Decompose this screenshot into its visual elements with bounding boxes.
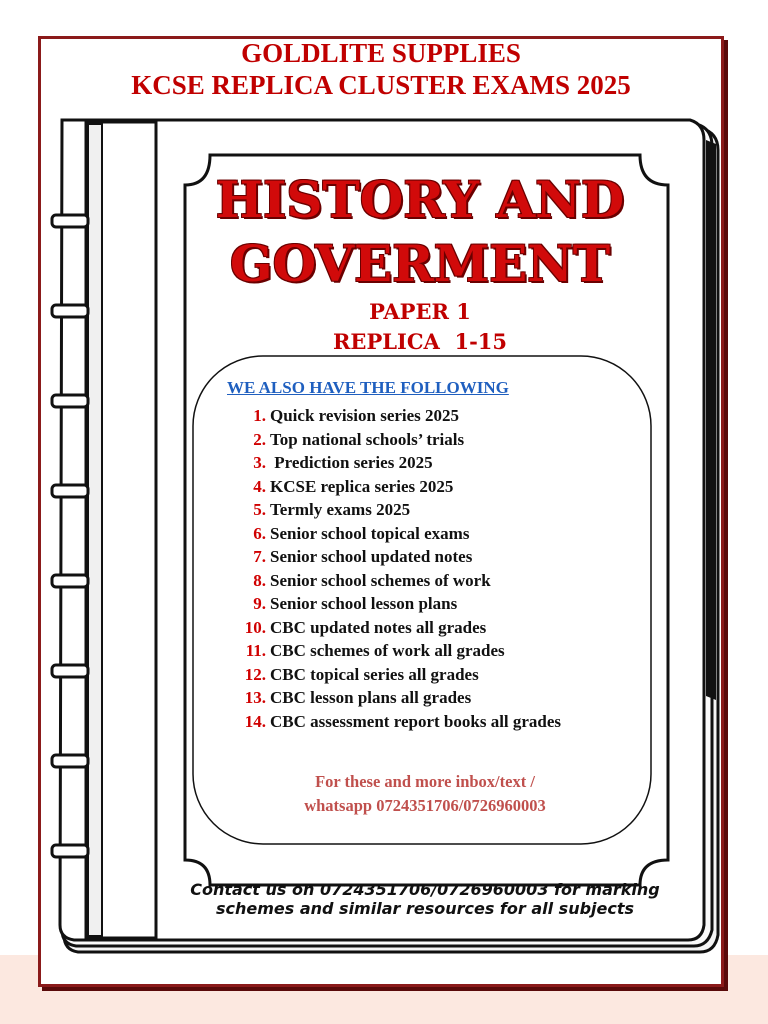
list-item-text: CBC schemes of work all grades <box>270 641 505 660</box>
list-item-number: 12. <box>244 664 266 684</box>
paper-number: PAPER 1 <box>369 299 471 324</box>
exam-series-title: KCSE REPLICA CLUSTER EXAMS 2025 <box>131 70 631 100</box>
page-edge <box>706 140 716 700</box>
list-item-number: 8. <box>253 570 266 590</box>
list-item-number: 11. <box>245 641 266 660</box>
list-item-text: Senior school lesson plans <box>270 594 458 613</box>
list-item <box>228 663 588 687</box>
offers-list <box>228 404 588 733</box>
company-name: GOLDLITE SUPPLIES <box>241 38 521 68</box>
ring <box>52 755 88 767</box>
list-item-text: Senior school schemes of work <box>270 570 491 590</box>
spine-strip <box>88 124 102 936</box>
list-item-text: Top national schools’ trials <box>270 429 465 449</box>
list-item <box>228 686 588 710</box>
list-item <box>228 428 588 452</box>
ring <box>52 665 88 677</box>
list-item <box>228 404 588 428</box>
list-item-number: 10. <box>244 617 266 637</box>
list-item-number: 1. <box>253 406 266 425</box>
list-item-text: Quick revision series 2025 <box>270 406 460 425</box>
list-item <box>228 498 588 522</box>
ring <box>52 215 88 227</box>
ring <box>52 575 88 587</box>
list-item-text: Senior school updated notes <box>270 547 473 566</box>
list-item <box>228 639 588 663</box>
list-item-text: CBC lesson plans all grades <box>270 688 472 707</box>
list-item-number: 5. <box>253 500 266 519</box>
list-item-number: 3. <box>253 453 266 472</box>
list-item <box>228 451 588 475</box>
list-item <box>228 475 588 499</box>
subject-title <box>185 168 655 296</box>
ring <box>52 395 88 407</box>
list-item-text: Termly exams 2025 <box>270 500 411 519</box>
list-item <box>228 522 588 546</box>
title-line-1: HISTORY AND <box>215 170 625 229</box>
list-item-number: 13. <box>244 688 266 707</box>
list-item-text: Prediction series 2025 <box>270 453 433 472</box>
footer-line-2: schemes and similar resources for all subjects <box>215 899 635 918</box>
list-item-text: KCSE replica series 2025 <box>270 476 454 496</box>
title-line-2: GOVERMENT <box>229 234 611 293</box>
footer-contact <box>150 880 700 918</box>
list-item-text: Senior school topical exams <box>270 523 470 543</box>
ring <box>52 845 88 857</box>
paper-info <box>185 297 655 357</box>
ring <box>52 485 88 497</box>
offers-heading: WE ALSO HAVE THE FOLLOWING <box>227 378 509 397</box>
list-item-number: 6. <box>253 523 266 543</box>
inbox-contact-line-1: For these and more inbox/text / <box>315 772 535 791</box>
list-item-number: 4. <box>253 476 266 496</box>
list-item-number: 7. <box>253 547 266 566</box>
list-item <box>228 592 588 616</box>
footer-line-1: Contact us on 0724351706/0726960003 for marking <box>190 880 660 899</box>
ring <box>52 305 88 317</box>
inbox-contact <box>240 770 610 818</box>
replica-range: REPLICA 1-15 <box>332 329 508 354</box>
list-item-number: 9. <box>253 594 266 613</box>
list-item <box>228 710 588 734</box>
list-item <box>228 569 588 593</box>
list-item-text: CBC assessment report books all grades <box>270 711 562 731</box>
list-item <box>228 545 588 569</box>
inbox-contact-line-2: whatsapp 0724351706/0726960003 <box>304 796 546 815</box>
list-item-number: 14. <box>244 711 266 731</box>
list-item-text: CBC topical series all grades <box>270 664 479 684</box>
list-item-text: CBC updated notes all grades <box>270 617 487 637</box>
list-item-number: 2. <box>253 429 266 449</box>
list-item <box>228 616 588 640</box>
